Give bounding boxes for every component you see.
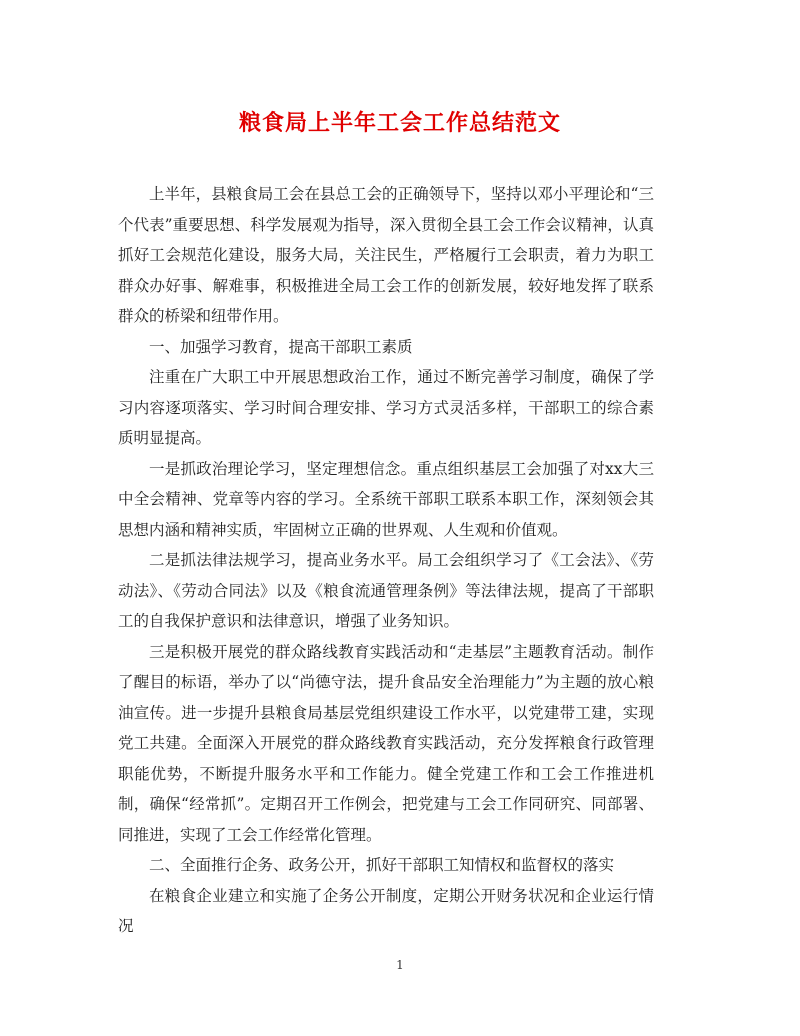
section-heading-2: 二、全面推行企务、政务公开，抓好干部职工知情权和监督权的落实 bbox=[149, 856, 615, 874]
section-heading-1: 一、加强学习教育，提高干部职工素质 bbox=[149, 337, 413, 356]
document-body bbox=[118, 179, 654, 942]
paragraph-laws-regulations: 二是抓法律法规学习，提高业务水平。局工会组织学习了《工会法》、《劳动法》、《劳动合同法》以及《粮食流通管理条例》等法律法规，提高了干部职工的自我保护意识和法律意识，增强了业务知识。 bbox=[118, 551, 654, 630]
paragraph-mass-line: 三是积极开展党的群众路线教育实践活动和“走基层”主题教育活动。制作了醒目的标语，举办了以“尚德守法，提升食品安全治理能力”为主题的放心粮油宣传。进一步提升县粮食局基层党组织建设工作水平，以党建带工建，实现党工共建。全面深入开展党的群众路线教育实践活动，充分发挥粮食行政管理职能优势，不断提升服务水平和工作能力。健全党建工作和工会工作推进机制，确保“经常抓”。定期召开工作例会，把党建与工会工作同研究、同部署、同推进，实现了工会工作经常化管理。 bbox=[118, 642, 654, 844]
paragraph-study-system: 注重在广大职工中开展思想政治工作，通过不断完善学习制度，确保了学习内容逐项落实、学习时间合理安排、学习方式灵活多样，干部职工的综合素质明显提高。 bbox=[118, 368, 654, 447]
paragraph-political-theory: 一是抓政治理论学习，坚定理想信念。重点组织基层工会加强了对xx大三中全会精神、党章等内容的学习。全系统干部职工联系本职工作，深刻领会其思想内涵和精神实质，牢固树立正确的世界观、人生观和价值观。 bbox=[118, 459, 654, 539]
paragraph-intro: 上半年，县粮食局工会在县总工会的正确领导下，坚持以邓小平理论和“三个代表”重要思想、科学发展观为指导，深入贯彻全县工会工作会议精神，认真抓好工会规范化建设，服务大局，关注民生，严格履行工会职责，着力为职工群众办好事、解难事，积极推进全局工会工作的创新发展，较好地发挥了联系群众的桥梁和纽带作用。 bbox=[118, 185, 654, 325]
page-number: 1 bbox=[396, 958, 404, 972]
document-title: 粮食局上半年工会工作总结范文 bbox=[238, 110, 561, 136]
paragraph-disclosure: 在粮食企业建立和实施了企务公开制度，定期公开财务状况和企业运行情况 bbox=[118, 886, 654, 935]
